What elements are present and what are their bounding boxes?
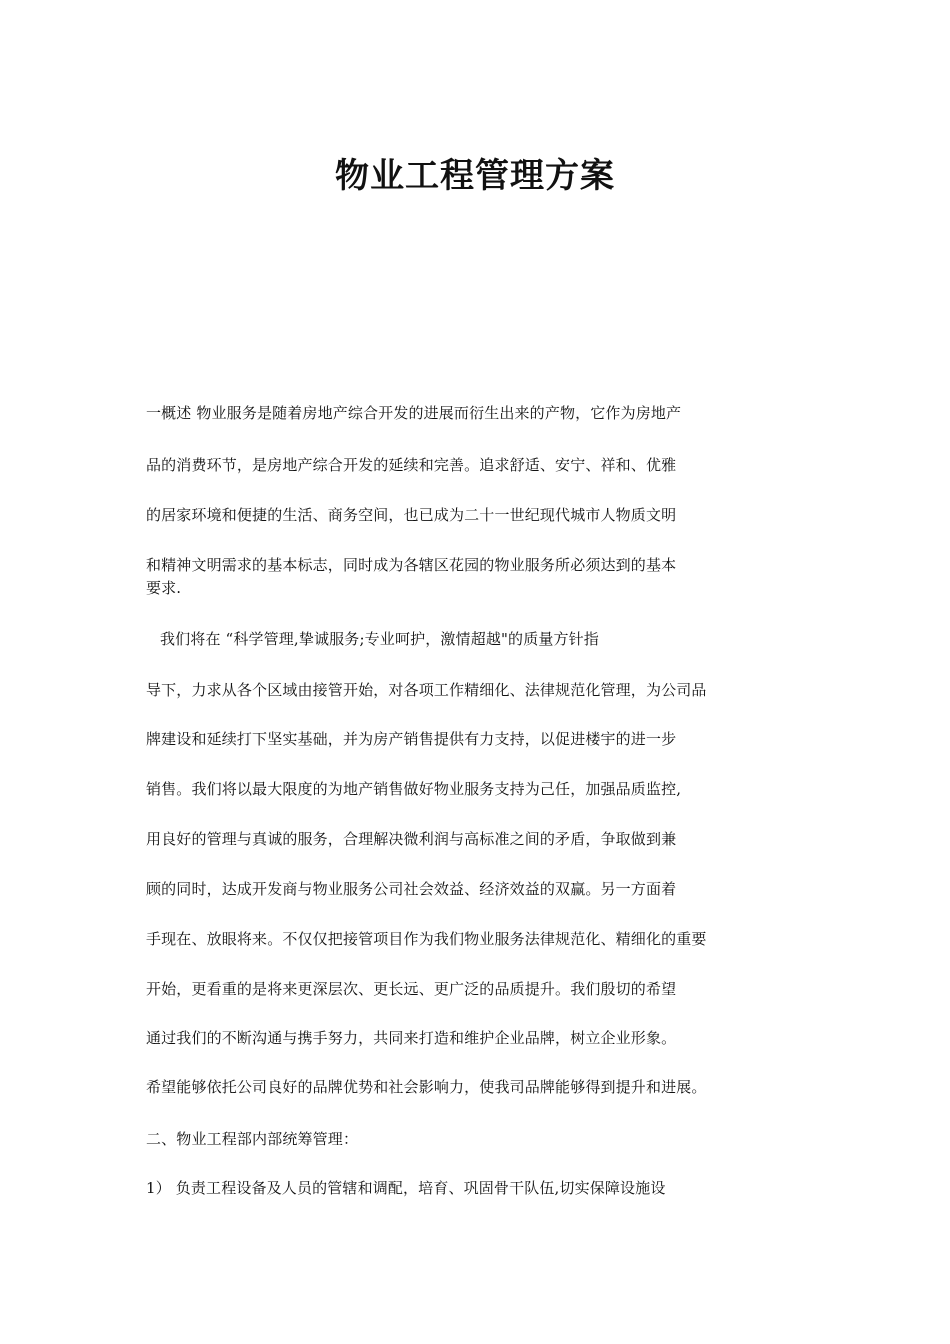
document-title: 物业工程管理方案 [335,156,615,196]
body-line: 要求. [146,579,182,597]
body-line: 手现在、放眼将来。不仅仅把接管项目作为我们物业服务法律规范化、精细化的重要 [146,930,707,948]
body-line: 和精神文明需求的基本标志，同时成为各辖区花园的物业服务所必须达到的基本 [146,556,677,574]
body-line: 开始，更看重的是将来更深层次、更长远、更广泛的品质提升。我们殷切的希望 [146,980,677,998]
body-line: 销售。我们将以最大限度的为地产销售做好物业服务支持为己任，加强品质监控, [146,780,682,798]
body-line: 我们将在 “科学管理,挚诚服务;专业呵护，激情超越"的质量方针指 [160,630,599,648]
body-line: 牌建设和延续打下坚实基础，并为房产销售提供有力支持，以促进楼宇的进一步 [146,730,677,748]
section-heading: 二、物业工程部内部统筹管理： [146,1130,359,1148]
body-line: 用良好的管理与真诚的服务，合理解决微利润与高标准之间的矛盾，争取做到兼 [146,830,677,848]
body-line: 一概述 物业服务是随着房地产综合开发的进展而衍生出来的产物，它作为房地产 [146,404,682,422]
body-line: 品的消费环节，是房地产综合开发的延续和完善。追求舒适、安宁、祥和、优雅 [146,456,677,474]
body-line: 通过我们的不断沟通与携手努力，共同来打造和维护企业品牌，树立企业形象。 [146,1029,677,1047]
body-line: 希望能够依托公司良好的品牌优势和社会影响力，使我司品牌能够得到提升和进展。 [146,1078,707,1096]
body-line: 的居家环境和便捷的生活、商务空间，也已成为二十一世纪现代城市人物质文明 [146,506,677,524]
body-line: 导下，力求从各个区域由接管开始，对各项工作精细化、法律规范化管理，为公司品 [146,681,707,699]
list-item: 1） 负责工程设备及人员的管辖和调配，培育、巩固骨干队伍,切实保障设施设 [146,1179,666,1197]
body-line: 顾的同时，达成开发商与物业服务公司社会效益、经济效益的双赢。另一方面着 [146,880,677,898]
